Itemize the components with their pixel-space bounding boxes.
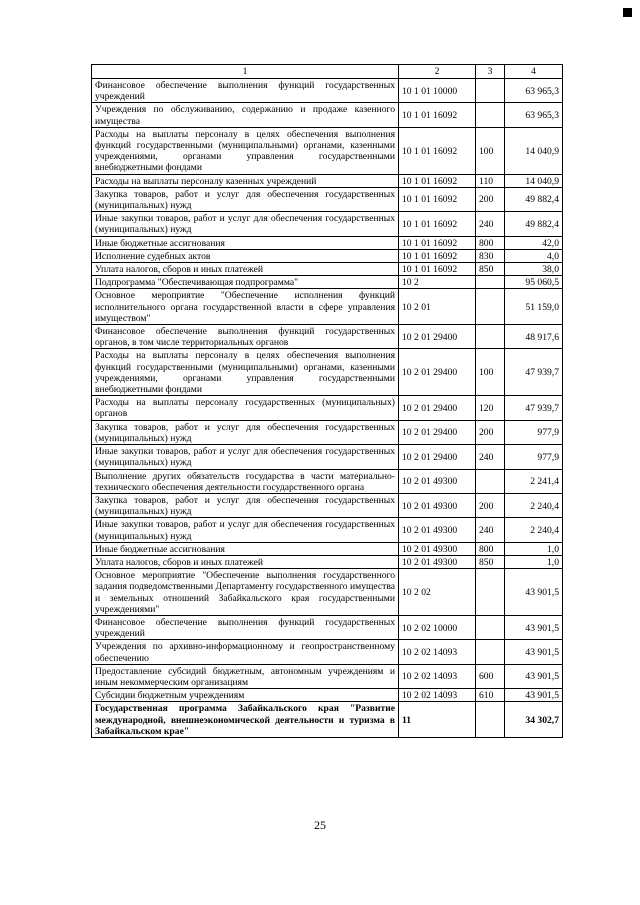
row-code-cell: 10 2 02 14093	[399, 664, 476, 688]
row-type-cell: 800	[476, 542, 505, 555]
row-sum-cell: 43 901,5	[505, 664, 563, 688]
row-type-cell: 100	[476, 349, 505, 396]
row-name-cell: Государственная программа Забайкальского края "Развитие международной, внешнеэкономической деятельности и туризма в Забайкальском крае"	[92, 702, 399, 738]
row-type-cell: 110	[476, 174, 505, 187]
header-col-4: 4	[505, 65, 563, 79]
row-sum-cell: 1,0	[505, 542, 563, 555]
row-type-cell	[476, 79, 505, 103]
row-name-cell: Расходы на выплаты персоналу в целях обеспечения выполнения функций государственными (муниципальными) органами, казенными учреждениями, органами управления государственными внебюджетными фондами	[92, 349, 399, 396]
table-row	[92, 79, 563, 103]
row-name-cell: Закупка товаров, работ и услуг для обеспечения государственных (муниципальных) нужд	[92, 493, 399, 517]
row-name-cell: Учреждения по обслуживанию, содержанию и продаже казенного имущества	[92, 103, 399, 127]
row-sum-cell: 34 302,7	[505, 702, 563, 738]
row-sum-cell: 51 159,0	[505, 289, 563, 325]
row-code-cell: 10 2 01 49300	[399, 493, 476, 517]
row-code-cell: 10 2 01 29400	[399, 349, 476, 396]
row-name-cell: Исполнение судебных актов	[92, 249, 399, 262]
corner-mark	[623, 8, 632, 17]
row-code-cell: 10 2 01 29400	[399, 420, 476, 444]
row-sum-cell: 14 040,9	[505, 174, 563, 187]
row-type-cell	[476, 640, 505, 664]
row-type-cell: 850	[476, 555, 505, 568]
table-row	[92, 276, 563, 289]
row-type-cell	[476, 276, 505, 289]
row-type-cell: 200	[476, 187, 505, 211]
row-type-cell: 800	[476, 236, 505, 249]
table-row	[92, 236, 563, 249]
row-code-cell: 10 2 01 49300	[399, 555, 476, 568]
table-row	[92, 187, 563, 211]
table-header-row	[92, 65, 563, 79]
row-name-cell: Финансовое обеспечение выполнения функций государственных органов, в том числе территориальных органов	[92, 325, 399, 349]
table-row	[92, 103, 563, 127]
row-code-cell: 10 1 01 16092	[399, 249, 476, 262]
table-row	[92, 127, 563, 174]
row-type-cell: 830	[476, 249, 505, 262]
row-code-cell: 10 2 02 10000	[399, 615, 476, 639]
row-sum-cell: 1,0	[505, 555, 563, 568]
budget-table	[91, 64, 563, 738]
row-code-cell: 10 2 02 14093	[399, 640, 476, 664]
row-name-cell: Закупка товаров, работ и услуг для обеспечения государственных (муниципальных) нужд	[92, 420, 399, 444]
row-type-cell: 240	[476, 518, 505, 542]
row-sum-cell: 2 240,4	[505, 493, 563, 517]
row-sum-cell: 43 901,5	[505, 569, 563, 616]
table-row	[92, 689, 563, 702]
row-code-cell: 11	[399, 702, 476, 738]
row-code-cell: 10 1 01 16092	[399, 263, 476, 276]
header-col-3: 3	[476, 65, 505, 79]
row-type-cell: 100	[476, 127, 505, 174]
row-sum-cell: 14 040,9	[505, 127, 563, 174]
row-name-cell: Уплата налогов, сборов и иных платежей	[92, 555, 399, 568]
row-sum-cell: 63 965,3	[505, 103, 563, 127]
row-name-cell: Основное мероприятие "Обеспечение исполнения функций исполнительного органа государственной власти в сфере управления имуществом"	[92, 289, 399, 325]
row-name-cell: Расходы на выплаты персоналу казенных учреждений	[92, 174, 399, 187]
table-row	[92, 420, 563, 444]
row-sum-cell: 2 240,4	[505, 518, 563, 542]
table-row	[92, 615, 563, 639]
row-sum-cell: 49 882,4	[505, 187, 563, 211]
row-name-cell: Иные бюджетные ассигнования	[92, 542, 399, 555]
table-row	[92, 445, 563, 469]
row-name-cell: Иные бюджетные ассигнования	[92, 236, 399, 249]
row-name-cell: Уплата налогов, сборов и иных платежей	[92, 263, 399, 276]
row-type-cell	[476, 289, 505, 325]
row-sum-cell: 63 965,3	[505, 79, 563, 103]
row-name-cell: Иные закупки товаров, работ и услуг для обеспечения государственных (муниципальных) нужд	[92, 212, 399, 236]
row-sum-cell: 43 901,5	[505, 615, 563, 639]
table-row	[92, 664, 563, 688]
row-sum-cell: 4,0	[505, 249, 563, 262]
row-sum-cell: 48 917,6	[505, 325, 563, 349]
row-sum-cell: 977,9	[505, 445, 563, 469]
row-name-cell: Иные закупки товаров, работ и услуг для обеспечения государственных (муниципальных) нужд	[92, 518, 399, 542]
row-name-cell: Расходы на выплаты персоналу в целях обеспечения выполнения функций государственными (муниципальными) органами, казенными учреждениями, органами управления государственными внебюджетными фондами	[92, 127, 399, 174]
row-type-cell: 850	[476, 263, 505, 276]
row-name-cell: Учреждения по архивно-информационному и геопространственному обеспечению	[92, 640, 399, 664]
row-type-cell: 610	[476, 689, 505, 702]
page-number: 25	[314, 818, 326, 832]
table-row	[92, 263, 563, 276]
row-code-cell: 10 2	[399, 276, 476, 289]
row-type-cell: 600	[476, 664, 505, 688]
row-type-cell	[476, 569, 505, 616]
row-code-cell: 10 1 01 16092	[399, 236, 476, 249]
table-row	[92, 289, 563, 325]
row-sum-cell: 49 882,4	[505, 212, 563, 236]
row-sum-cell: 47 939,7	[505, 396, 563, 420]
row-code-cell: 10 2 01 49300	[399, 469, 476, 493]
row-sum-cell: 43 901,5	[505, 689, 563, 702]
row-code-cell: 10 2 02	[399, 569, 476, 616]
row-name-cell: Подпрограмма "Обеспечивающая подпрограмма"	[92, 276, 399, 289]
row-sum-cell: 38,0	[505, 263, 563, 276]
row-name-cell: Предоставление субсидий бюджетным, автономным учреждениям и иным некоммерческим организациям	[92, 664, 399, 688]
table-row	[92, 555, 563, 568]
table-row	[92, 349, 563, 396]
row-code-cell: 10 2 01 49300	[399, 542, 476, 555]
row-sum-cell: 977,9	[505, 420, 563, 444]
table-row	[92, 469, 563, 493]
row-type-cell	[476, 702, 505, 738]
row-name-cell: Закупка товаров, работ и услуг для обеспечения государственных (муниципальных) нужд	[92, 187, 399, 211]
row-type-cell	[476, 469, 505, 493]
row-name-cell: Финансовое обеспечение выполнения функций государственных учреждений	[92, 615, 399, 639]
row-type-cell: 200	[476, 420, 505, 444]
row-code-cell: 10 1 01 16092	[399, 212, 476, 236]
row-type-cell: 240	[476, 445, 505, 469]
row-code-cell: 10 1 01 16092	[399, 187, 476, 211]
table-row	[92, 493, 563, 517]
table-row	[92, 640, 563, 664]
row-type-cell: 200	[476, 493, 505, 517]
table-row	[92, 249, 563, 262]
row-type-cell	[476, 103, 505, 127]
row-name-cell: Финансовое обеспечение выполнения функций государственных учреждений	[92, 79, 399, 103]
row-code-cell: 10 1 01 16092	[399, 127, 476, 174]
row-code-cell: 10 2 01 29400	[399, 325, 476, 349]
row-type-cell	[476, 325, 505, 349]
row-type-cell: 240	[476, 212, 505, 236]
row-name-cell: Расходы на выплаты персоналу государственных (муниципальных) органов	[92, 396, 399, 420]
table-row	[92, 174, 563, 187]
table-row	[92, 212, 563, 236]
row-sum-cell: 47 939,7	[505, 349, 563, 396]
row-type-cell: 120	[476, 396, 505, 420]
row-code-cell: 10 1 01 16092	[399, 174, 476, 187]
table-row	[92, 702, 563, 738]
row-sum-cell: 43 901,5	[505, 640, 563, 664]
row-name-cell: Выполнение других обязательств государства в части материально-технического обеспечения деятельности государственного органа	[92, 469, 399, 493]
table-row	[92, 325, 563, 349]
table-row	[92, 542, 563, 555]
row-code-cell: 10 1 01 10000	[399, 79, 476, 103]
row-sum-cell: 95 060,5	[505, 276, 563, 289]
row-sum-cell: 2 241,4	[505, 469, 563, 493]
header-col-1: 1	[92, 65, 399, 79]
header-col-2: 2	[399, 65, 476, 79]
row-code-cell: 10 2 01 49300	[399, 518, 476, 542]
table-row	[92, 518, 563, 542]
row-code-cell: 10 1 01 16092	[399, 103, 476, 127]
row-name-cell: Субсидии бюджетным учреждениям	[92, 689, 399, 702]
row-code-cell: 10 2 01	[399, 289, 476, 325]
row-code-cell: 10 2 01 29400	[399, 445, 476, 469]
table-row	[92, 569, 563, 616]
row-code-cell: 10 2 01 29400	[399, 396, 476, 420]
table-body	[92, 79, 563, 738]
row-code-cell: 10 2 02 14093	[399, 689, 476, 702]
row-name-cell: Иные закупки товаров, работ и услуг для обеспечения государственных (муниципальных) нужд	[92, 445, 399, 469]
row-name-cell: Основное мероприятие "Обеспечение выполнения государственного задания подведомственными Департаменту государственного имущества и земельных отношений Забайкальского края государственными учреждениями"	[92, 569, 399, 616]
table-row	[92, 396, 563, 420]
row-type-cell	[476, 615, 505, 639]
row-sum-cell: 42,0	[505, 236, 563, 249]
